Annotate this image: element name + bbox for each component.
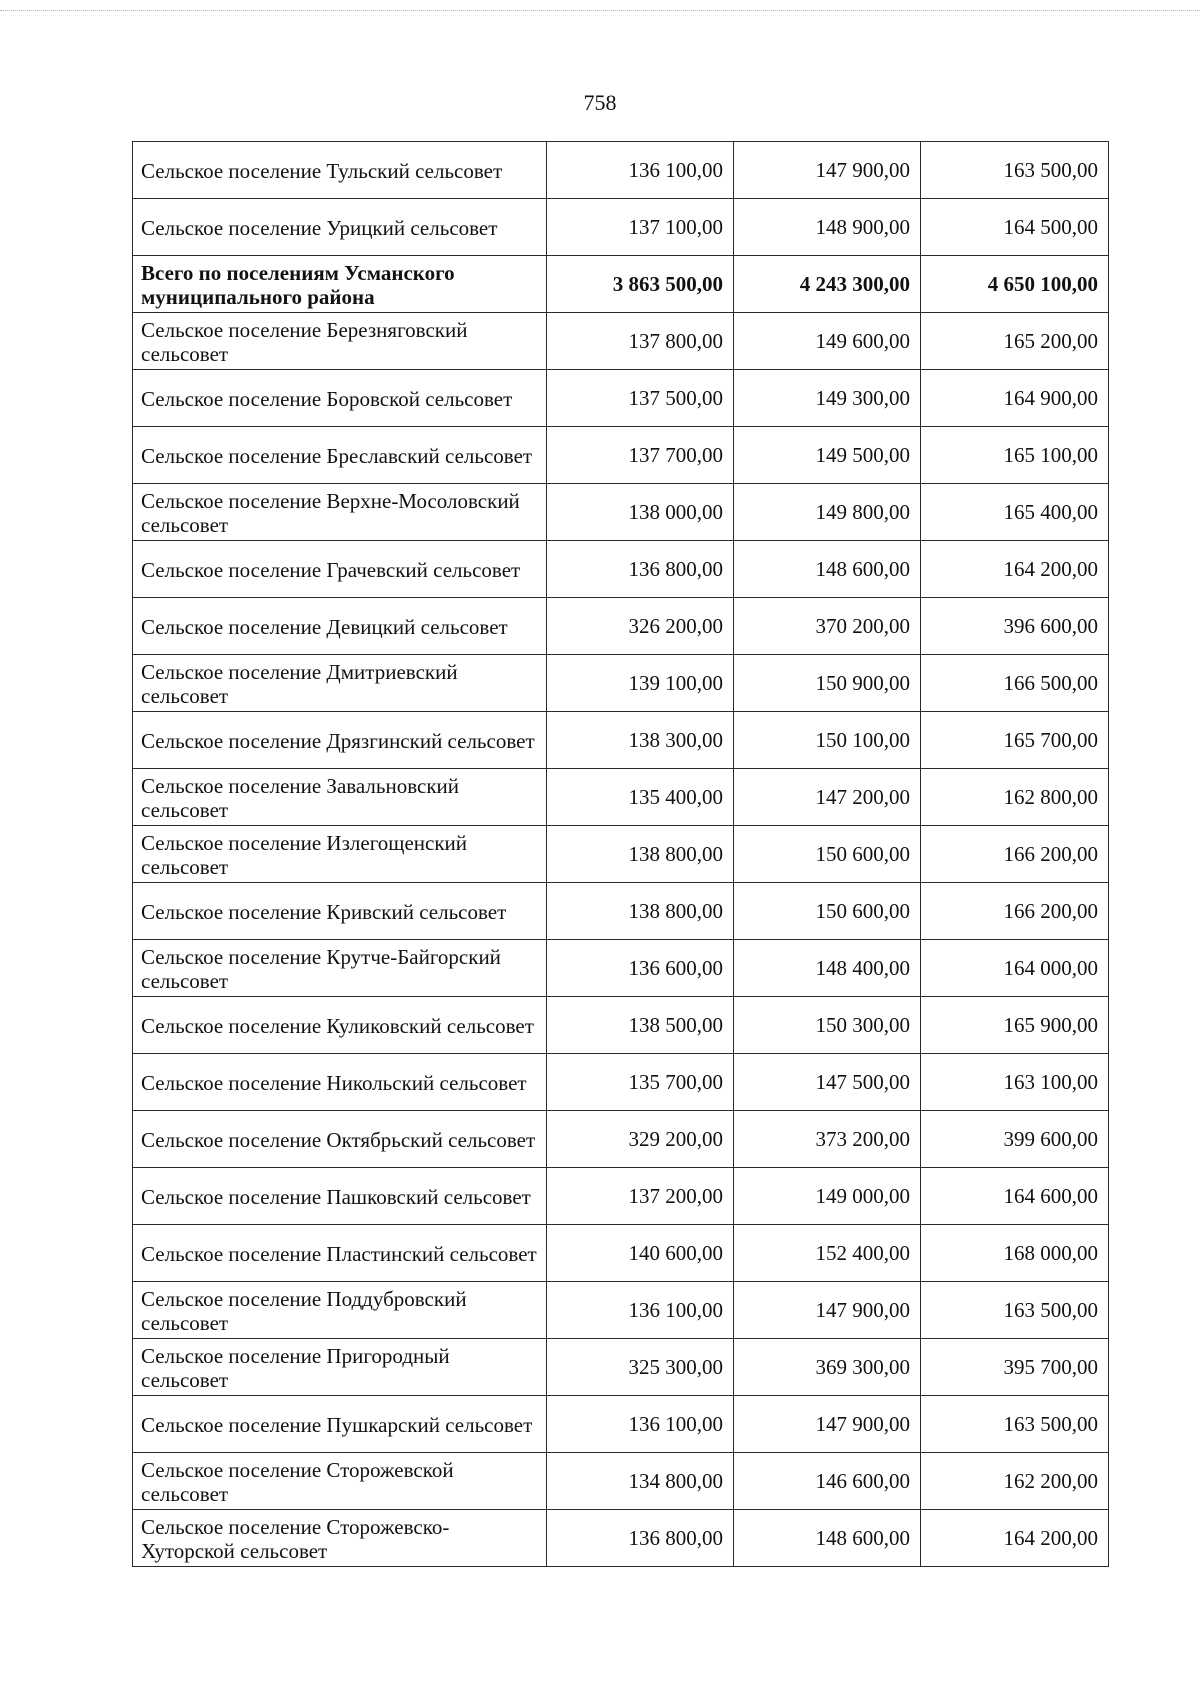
amount-cell-2: 150 600,00 (734, 883, 921, 940)
amount-cell-1: 137 500,00 (547, 370, 734, 427)
amount-cell-1: 326 200,00 (547, 598, 734, 655)
amount-cell-3: 396 600,00 (921, 598, 1109, 655)
settlement-name-cell: Сельское поселение Кривский сельсовет (133, 883, 547, 940)
amount-cell-2: 147 200,00 (734, 769, 921, 826)
amount-cell-3: 164 500,00 (921, 199, 1109, 256)
amount-cell-2: 149 300,00 (734, 370, 921, 427)
amount-cell-1: 136 800,00 (547, 541, 734, 598)
amount-cell-1: 138 800,00 (547, 883, 734, 940)
amount-cell-1: 140 600,00 (547, 1225, 734, 1282)
table-row (133, 142, 1109, 199)
table-row (133, 1111, 1109, 1168)
table-row (133, 883, 1109, 940)
table-body (133, 142, 1109, 1567)
amount-cell-2: 148 400,00 (734, 940, 921, 997)
amount-cell-1: 329 200,00 (547, 1111, 734, 1168)
table-row-total (133, 256, 1109, 313)
table-row (133, 199, 1109, 256)
settlement-name-cell: Сельское поселение Тульский сельсовет (133, 142, 547, 199)
amount-cell-3: 165 700,00 (921, 712, 1109, 769)
amount-cell-2: 147 900,00 (734, 1282, 921, 1339)
settlement-name-cell: Всего по поселениям Усманского муниципального района (133, 256, 547, 313)
table-row (133, 1168, 1109, 1225)
amount-cell-3: 163 500,00 (921, 142, 1109, 199)
amount-cell-1: 135 400,00 (547, 769, 734, 826)
amount-cell-1: 137 200,00 (547, 1168, 734, 1225)
table-row (133, 313, 1109, 370)
settlement-name-cell: Сельское поселение Излегощенский сельсовет (133, 826, 547, 883)
amount-cell-3: 166 200,00 (921, 826, 1109, 883)
amount-cell-1: 138 500,00 (547, 997, 734, 1054)
table-row (133, 484, 1109, 541)
amount-cell-3: 163 500,00 (921, 1396, 1109, 1453)
settlement-name-cell: Сельское поселение Пашковский сельсовет (133, 1168, 547, 1225)
settlement-name-cell: Сельское поселение Пластинский сельсовет (133, 1225, 547, 1282)
amount-cell-3: 164 000,00 (921, 940, 1109, 997)
settlement-name-cell: Сельское поселение Пригородный сельсовет (133, 1339, 547, 1396)
amount-cell-1: 136 100,00 (547, 1396, 734, 1453)
amount-cell-3: 166 500,00 (921, 655, 1109, 712)
amount-cell-3: 4 650 100,00 (921, 256, 1109, 313)
amount-cell-3: 164 200,00 (921, 1510, 1109, 1567)
settlement-name-cell: Сельское поселение Октябрьский сельсовет (133, 1111, 547, 1168)
table-row (133, 769, 1109, 826)
amount-cell-2: 4 243 300,00 (734, 256, 921, 313)
amount-cell-3: 168 000,00 (921, 1225, 1109, 1282)
amount-cell-2: 148 600,00 (734, 1510, 921, 1567)
amount-cell-3: 164 900,00 (921, 370, 1109, 427)
table-row (133, 997, 1109, 1054)
amount-cell-2: 150 600,00 (734, 826, 921, 883)
amount-cell-1: 3 863 500,00 (547, 256, 734, 313)
amount-cell-3: 395 700,00 (921, 1339, 1109, 1396)
table-row (133, 712, 1109, 769)
amount-cell-3: 165 400,00 (921, 484, 1109, 541)
settlement-budget-table (132, 141, 1109, 1567)
amount-cell-2: 152 400,00 (734, 1225, 921, 1282)
amount-cell-2: 149 800,00 (734, 484, 921, 541)
table-row (133, 940, 1109, 997)
amount-cell-2: 373 200,00 (734, 1111, 921, 1168)
table-row (133, 1453, 1109, 1510)
amount-cell-2: 150 100,00 (734, 712, 921, 769)
settlement-name-cell: Сельское поселение Девицкий сельсовет (133, 598, 547, 655)
settlement-name-cell: Сельское поселение Сторожевской сельсовет (133, 1453, 547, 1510)
amount-cell-1: 136 100,00 (547, 1282, 734, 1339)
settlement-name-cell: Сельское поселение Урицкий сельсовет (133, 199, 547, 256)
settlement-name-cell: Сельское поселение Никольский сельсовет (133, 1054, 547, 1111)
settlement-name-cell: Сельское поселение Березняговский сельсовет (133, 313, 547, 370)
settlement-name-cell: Сельское поселение Завальновский сельсовет (133, 769, 547, 826)
table-row (133, 1510, 1109, 1567)
settlement-name-cell: Сельское поселение Крутче-Байгорский сельсовет (133, 940, 547, 997)
amount-cell-1: 137 800,00 (547, 313, 734, 370)
amount-cell-1: 136 600,00 (547, 940, 734, 997)
scan-edge-line (0, 10, 1200, 11)
table-row (133, 826, 1109, 883)
amount-cell-1: 137 100,00 (547, 199, 734, 256)
amount-cell-1: 135 700,00 (547, 1054, 734, 1111)
table-row (133, 655, 1109, 712)
settlement-name-cell: Сельское поселение Дмитриевский сельсовет (133, 655, 547, 712)
amount-cell-2: 147 900,00 (734, 1396, 921, 1453)
table-row (133, 598, 1109, 655)
amount-cell-1: 325 300,00 (547, 1339, 734, 1396)
amount-cell-2: 149 600,00 (734, 313, 921, 370)
table-row (133, 1225, 1109, 1282)
amount-cell-3: 165 900,00 (921, 997, 1109, 1054)
amount-cell-1: 137 700,00 (547, 427, 734, 484)
amount-cell-2: 146 600,00 (734, 1453, 921, 1510)
amount-cell-2: 150 300,00 (734, 997, 921, 1054)
amount-cell-2: 148 600,00 (734, 541, 921, 598)
settlement-name-cell: Сельское поселение Куликовский сельсовет (133, 997, 547, 1054)
amount-cell-2: 148 900,00 (734, 199, 921, 256)
settlement-name-cell: Сельское поселение Верхне-Мосоловский сельсовет (133, 484, 547, 541)
amount-cell-3: 162 800,00 (921, 769, 1109, 826)
amount-cell-1: 138 300,00 (547, 712, 734, 769)
settlement-name-cell: Сельское поселение Поддубровский сельсовет (133, 1282, 547, 1339)
table-row (133, 1339, 1109, 1396)
amount-cell-2: 369 300,00 (734, 1339, 921, 1396)
settlement-name-cell: Сельское поселение Грачевский сельсовет (133, 541, 547, 598)
amount-cell-1: 139 100,00 (547, 655, 734, 712)
table-row (133, 370, 1109, 427)
amount-cell-3: 162 200,00 (921, 1453, 1109, 1510)
amount-cell-1: 136 100,00 (547, 142, 734, 199)
table-row (133, 1282, 1109, 1339)
settlement-name-cell: Сельское поселение Боровской сельсовет (133, 370, 547, 427)
amount-cell-1: 138 000,00 (547, 484, 734, 541)
settlement-name-cell: Сельское поселение Дрязгинский сельсовет (133, 712, 547, 769)
table-row (133, 541, 1109, 598)
amount-cell-3: 165 200,00 (921, 313, 1109, 370)
settlement-name-cell: Сельское поселение Пушкарский сельсовет (133, 1396, 547, 1453)
amount-cell-3: 163 500,00 (921, 1282, 1109, 1339)
amount-cell-2: 149 500,00 (734, 427, 921, 484)
amount-cell-2: 150 900,00 (734, 655, 921, 712)
amount-cell-1: 134 800,00 (547, 1453, 734, 1510)
amount-cell-2: 370 200,00 (734, 598, 921, 655)
amount-cell-3: 399 600,00 (921, 1111, 1109, 1168)
table-row (133, 1054, 1109, 1111)
amount-cell-3: 163 100,00 (921, 1054, 1109, 1111)
table-row (133, 427, 1109, 484)
amount-cell-3: 164 600,00 (921, 1168, 1109, 1225)
amount-cell-3: 166 200,00 (921, 883, 1109, 940)
amount-cell-2: 147 900,00 (734, 142, 921, 199)
amount-cell-3: 164 200,00 (921, 541, 1109, 598)
amount-cell-2: 147 500,00 (734, 1054, 921, 1111)
amount-cell-1: 138 800,00 (547, 826, 734, 883)
table-row (133, 1396, 1109, 1453)
page-number: 758 (583, 90, 617, 115)
amount-cell-2: 149 000,00 (734, 1168, 921, 1225)
settlement-name-cell: Сельское поселение Бреславский сельсовет (133, 427, 547, 484)
settlement-name-cell: Сельское поселение Сторожевско-Хуторской сельсовет (133, 1510, 547, 1567)
amount-cell-1: 136 800,00 (547, 1510, 734, 1567)
amount-cell-3: 165 100,00 (921, 427, 1109, 484)
